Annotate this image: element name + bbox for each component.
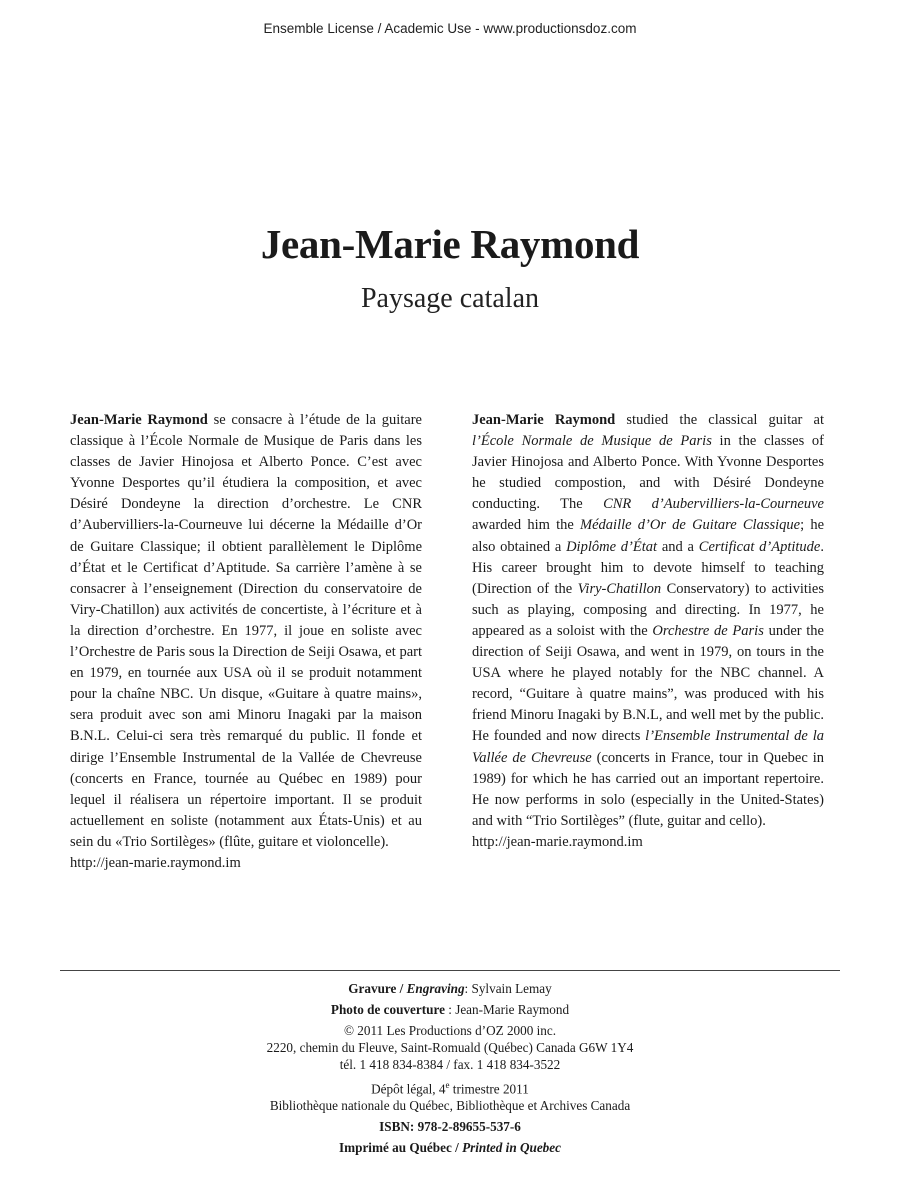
biography-english	[472, 410, 824, 853]
biography-french-name: Jean-Marie Raymond	[70, 412, 208, 428]
photo-credit: Photo de couverture : Jean-Marie Raymond	[330, 1002, 570, 1017]
work-title: Paysage catalan	[360, 283, 540, 314]
publisher-address: 2220, chemin du Fleuve, Saint-Romuald (Québec) Canada G6W 1Y4	[266, 1040, 634, 1055]
composer-name: Jean-Marie Raymond	[260, 221, 640, 267]
biography-french-text: Jean-Marie Raymond se consacre à l’étude de la guitare classique à l’École Normale de Musique de Paris dans les classes de Javier Hinojosa et Alberto Ponce. C’est avec Yvonne Desportes qu’il étudiera la composition, et avec Désiré Dondeyne la direction d’orchestre. Le CNR d’Aubervilliers-la-Courneuve lui décerne la Médaille d’Or de Guitare Classique; il obtient parallèlement le Diplôme d’État et le Certificat d’Aptitude. Sa carrière l’amène à se consacrer à l’enseignement (Direction du conservatoire de Viry-Chatillon) aux activités de concertiste, à l’écriture et à la direction d’orchestre. En 1977, il joue en soliste avec l’Orchestre de Paris sous la Direction de Seiji Osawa, et part en 1979, en tournée aux USA où il se produit notamment pour la chaîne NBC. Un disque, «Guitare à quatre mains», sera produit avec son ami Minoru Inagaki par la maison B.N.L. Celui-ci sera très remarqué du public. Il fonde et dirige l’Ensemble Instrumental de la Vallée de Chevreuse (concerts en France, tournée au Québec en 1989) pour lequel il réalisera un répertoire important. Il se produit actuellement en soliste (notamment aux États-Unis) et au sein du «Trio Sortilèges» (flûte, guitare et violoncelle).	[70, 412, 422, 850]
website-link-english[interactable]: http://jean-marie.raymond.im	[472, 833, 643, 850]
website-link-french[interactable]: http://jean-marie.raymond.im	[70, 854, 241, 871]
publication-credits	[0, 980, 900, 1156]
copyright-line: © 2011 Les Productions d’OZ 2000 inc.	[343, 1023, 557, 1038]
footer-divider	[60, 970, 840, 971]
library-line: Bibliothèque nationale du Québec, Bibliothèque et Archives Canada	[269, 1098, 631, 1114]
biography-english-text: Jean-Marie Raymond studied the classical guitar at l’École Normale de Musique de Paris in the classes of Javier Hinojosa and Alberto Ponce. With Yvonne Desportes he studied compostion, and with Désiré Dondeyne conducting. The CNR d’Aubervilliers-la-Courneuve awarded him the Médaille d’Or de Guitare Classique; he also obtained a Diplôme d’État and a Certificat d’Aptitude. His career brought him to devote himself to teaching (Direction of the Viry-Chatillon Conservatory) to activities such as playing, composing and directing. In 1977, he appeared as a soloist with the Orchestre de Paris under the direction of Seiji Osawa, and went in 1979, on tours in the USA where he played notably for the NBC channel. A record, “Guitare à quatre mains”, was produced with his friend Minoru Inagaki by B.N.L, and well met by the public. He founded and now directs l’Ensemble Instrumental de la Vallée de Chevreuse (concerts in France, tour in Quebec in 1989) for which he has carried out an important repertoire. He now performs in solo (especially in the United-States) and with “Trio Sortilèges” (flute, guitar and cello).	[472, 412, 825, 829]
license-notice: Ensemble License / Academic Use - www.productionsdoz.com	[263, 21, 637, 36]
isbn: ISBN: 978-2-89655-537-6	[379, 1119, 521, 1135]
engraving-credit: Gravure / Engraving: Sylvain Lemay	[348, 981, 552, 996]
publisher-contact: tél. 1 418 834-8384 / fax. 1 418 834-3522	[339, 1057, 561, 1072]
legal-deposit: Dépôt légal, 4e trimestre 2011	[371, 1080, 529, 1097]
biography-french	[70, 410, 422, 874]
printed-in: Imprimé au Québec / Printed in Quebec	[339, 1140, 561, 1156]
biography-english-name: Jean-Marie Raymond	[472, 412, 616, 428]
